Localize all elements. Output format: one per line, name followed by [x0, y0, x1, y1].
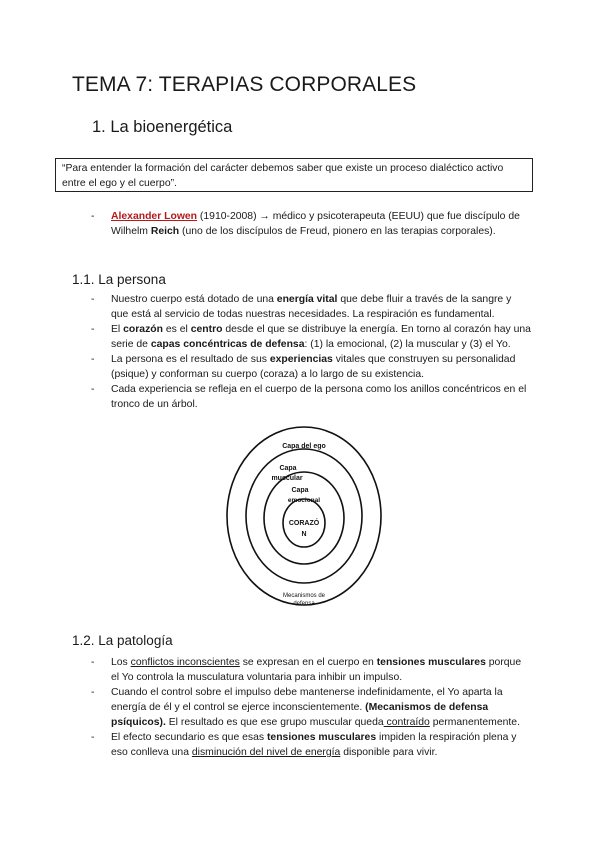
lowen-name: Alexander Lowen: [111, 211, 198, 222]
subheading-persona: 1.1. La persona: [72, 272, 166, 287]
text-segment: (Mecanismos de defensa psíquicos).: [111, 702, 489, 728]
list-item: [91, 292, 531, 322]
text-segment: centro: [190, 324, 223, 335]
page-title: TEMA 7: TERAPIAS CORPORALES: [72, 73, 417, 96]
list-item: [91, 322, 531, 352]
text-segment: El: [111, 324, 124, 335]
list-item: [91, 685, 531, 730]
underlined-text: disminución del nivel de energía: [191, 747, 341, 758]
text-segment: impiden la respiración plena y eso conlleva una: [111, 732, 517, 758]
label-ego: Capa del ego: [282, 443, 326, 450]
text-segment: El efecto secundario es que esas: [111, 732, 267, 743]
underlined-text: contraído: [383, 717, 430, 728]
text-segment: energía vital: [276, 294, 338, 305]
list-item: [91, 382, 531, 412]
label-defense-2: defensa: [293, 601, 315, 607]
label-core-1: CORAZÓ: [288, 520, 320, 527]
label-muscular-2: muscular: [271, 475, 303, 482]
text-segment: desde el que se distribuye la energía. En torno al corazón hay una serie de: [111, 324, 531, 350]
text-segment: vitales que construyen su personalidad (psique) y conforman su cuerpo (coraza) a lo largo de su existencia.: [111, 354, 516, 380]
text-segment: Los: [111, 657, 131, 668]
underlined-text: conflictos inconscientes: [130, 657, 240, 668]
label-defense-1: Mecanismos de: [282, 593, 326, 599]
text-segment: porque el Yo controla la musculatura voluntaria para inhibir un impulso.: [111, 657, 522, 683]
text-segment: tensiones musculares: [376, 657, 486, 668]
patologia-list: [91, 655, 531, 760]
text-segment: experiencias: [269, 354, 333, 365]
text-segment: Cuando el control sobre el impulso debe mantenerse indefinidamente, el Yo aparta la energía de él y el control se ejerce inconscientemente.: [111, 687, 503, 713]
list-item: [91, 352, 531, 382]
text-segment: disponible para vivir.: [340, 747, 438, 758]
label-emotional-1: Capa: [291, 487, 309, 494]
text-segment: que debe fluir a través de la sangre y que está al servicio de todas nuestras necesidades. La respiración es fundamental.: [111, 294, 512, 320]
label-emotional-2: emocional: [287, 497, 321, 504]
list-item: [91, 209, 521, 239]
label-core-2: N: [301, 531, 307, 538]
persona-list: [91, 292, 531, 412]
lowen-list: [91, 209, 521, 239]
text-segment: La persona es el resultado de sus: [111, 354, 270, 365]
text-segment: Cada experiencia se refleja en el cuerpo de la persona como los anillos concéntricos en el tronco de un árbol.: [111, 384, 527, 410]
text-segment: El resultado es que ese grupo muscular queda: [165, 717, 384, 728]
label-muscular-1: Capa: [279, 465, 297, 472]
text-segment: se expresan en el cuerpo en: [239, 657, 377, 668]
text-segment: capas concéntricas de defensa: [150, 339, 305, 350]
text-segment: Reich: [150, 226, 180, 237]
text-segment: es el: [162, 324, 191, 335]
ego-ring: [227, 427, 381, 605]
text-segment: : (1) la emocional, (2) la muscular y (3) el Yo.: [304, 339, 511, 350]
text-segment: tensiones musculares: [266, 732, 377, 743]
section-heading: 1. La bioenergética: [92, 118, 233, 136]
quote-box: “Para entender la formación del carácter debemos saber que existe un proceso dialéctico activo entre el ego y el cuerpo”.: [55, 158, 533, 192]
text-segment: (uno de los discípulos de Freud, pionero en las terapias corporales).: [179, 226, 496, 237]
concentric-layers-diagram: [224, 424, 384, 616]
list-item: [91, 730, 531, 760]
text-segment: Nuestro cuerpo está dotado de una: [111, 294, 277, 305]
list-item: [91, 655, 531, 685]
text-segment: (1910-2008) → médico y psicoterapeuta (EEUU) que fue discípulo de Wilhelm: [111, 211, 520, 237]
text-segment: corazón: [123, 324, 163, 335]
emotional-ring: [264, 472, 344, 564]
text-segment: permanentemente.: [429, 717, 520, 728]
subheading-patologia: 1.2. La patología: [72, 633, 173, 648]
